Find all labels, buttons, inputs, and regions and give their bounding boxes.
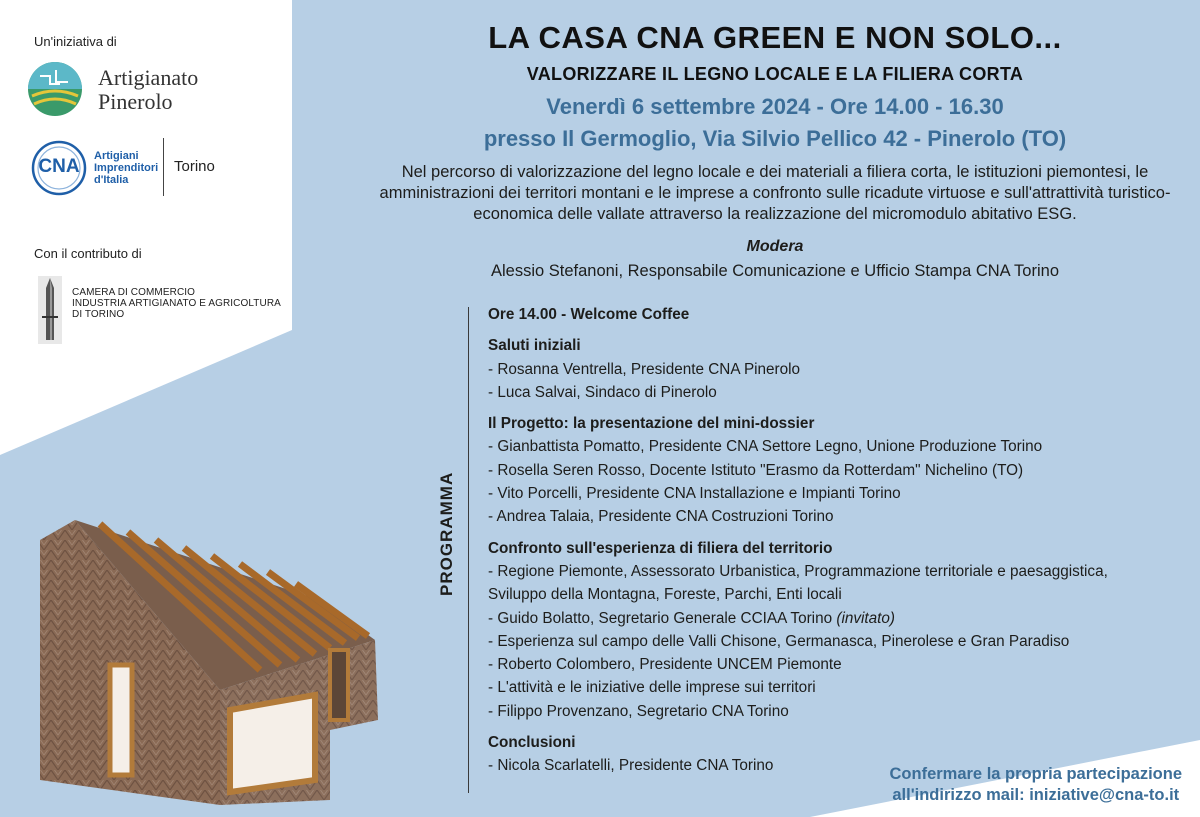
agenda-item: - Esperienza sul campo delle Valli Chisone, Germanasca, Pinerolese e Gran Paradiso (488, 632, 1070, 650)
agenda-item (488, 607, 1188, 630)
page-subtitle: VALORIZZARE IL LEGNO LOCALE E LA FILIERA CORTA (526, 64, 1024, 84)
agenda-item: - L'attività e le iniziative delle imprese sui territori (488, 679, 816, 697)
agenda-item: - Roberto Colombero, Presidente UNCEM Piemonte (488, 656, 842, 674)
agenda-section-title: Il Progetto: la presentazione del mini-dossier (488, 415, 815, 433)
moderator-label: Modera (746, 238, 804, 255)
agenda (488, 303, 1188, 778)
intro-paragraph: Nel percorso di valorizzazione del legno locale e dei materiali a filiera corta, le istituzioni piemontesi, le amministrazioni dei territori montani e le imprese a confronto sulle ricadute virtuose e sull'attrattività turistico-economica delle vallate attraverso la realizzazione del micromodulo abitativo ESG. (379, 163, 1171, 223)
contribution-label: Con il contributo di (34, 246, 142, 261)
agenda-item: Sviluppo della Montagna, Foreste, Parchi, Enti locali (488, 586, 842, 604)
rsvp-text (890, 764, 1183, 806)
rsvp-line1: Confermare la propria partecipazione (889, 765, 1182, 783)
agenda-item: - Rosanna Ventrella, Presidente CNA Pinerolo (488, 360, 801, 378)
camera-line3: DI TORINO (72, 309, 125, 320)
ap-line2: Pinerolo (98, 89, 173, 114)
agenda-item: - Filippo Provenzano, Segretario CNA Torino (488, 702, 789, 720)
rsvp-line2[interactable]: all'indirizzo mail: iniziative@cna-to.it (892, 786, 1180, 804)
agenda-section-title: Confronto sull'esperienza di filiera del territorio (488, 539, 833, 557)
camera-line2: INDUSTRIA ARTIGIANATO E AGRICOLTURA (72, 298, 281, 309)
agenda-item: - Luca Salvai, Sindaco di Pinerolo (488, 383, 717, 401)
agenda-item-note: (invitato) (836, 609, 895, 627)
event-date: Venerdì 6 settembre 2024 - Ore 14.00 - 16.30 (546, 94, 1004, 119)
initiative-label: Un'iniziativa di (34, 34, 117, 49)
camera-line1: CAMERA DI COMMERCIO (72, 287, 196, 298)
page-title: LA CASA CNA GREEN E NON SOLO... (488, 20, 1062, 55)
cna-sub2: Imprenditori (94, 162, 159, 174)
cna-sub1: Artigiani (94, 150, 139, 162)
agenda-item: - Andrea Talaia, Presidente CNA Costruzioni Torino (488, 508, 834, 526)
agenda-item: - Rosella Seren Rosso, Docente Istituto "Erasmo da Rotterdam" Nichelino (TO) (488, 461, 1024, 479)
camera-commercio-text (72, 287, 281, 320)
event-venue: presso Il Germoglio, Via Silvio Pellico 42 - Pinerolo (TO) (483, 126, 1067, 151)
agenda-section-title: Saluti iniziali (488, 337, 581, 355)
agenda-welcome: Ore 14.00 - Welcome Coffee (488, 306, 690, 323)
agenda-section-title: Conclusioni (488, 734, 576, 752)
agenda-item: - Nicola Scarlatelli, Presidente CNA Torino (488, 757, 774, 775)
agenda-item: - Vito Porcelli, Presidente CNA Installazione e Impianti Torino (488, 485, 901, 503)
moderator-name: Alessio Stefanoni, Responsabile Comunicazione e Ufficio Stampa CNA Torino (490, 262, 1060, 280)
ap-line1: Artigianato (98, 65, 199, 90)
agenda-item: - Regione Piemonte, Assessorato Urbanistica, Programmazione territoriale e paesaggistica, (488, 562, 1108, 580)
agenda-item-text: - Guido Bolatto, Segretario Generale CCIAA Torino (488, 609, 837, 627)
cna-subtitle (94, 150, 158, 186)
camera-commercio-logo-icon (36, 276, 64, 344)
cna-mark: CNA (38, 156, 80, 177)
artigianato-pinerolo-logo-icon (26, 60, 84, 118)
cna-sub3: d'Italia (94, 174, 129, 186)
wooden-house-illustration (30, 480, 390, 810)
artigianato-pinerolo-wordmark (98, 66, 198, 114)
agenda-item: - Gianbattista Pomatto, Presidente CNA Settore Legno, Unione Produzione Torino (488, 438, 1043, 456)
program-divider (468, 307, 469, 793)
cna-city: Torino (174, 158, 215, 175)
cna-divider (163, 138, 164, 196)
program-label: PROGRAMMA (437, 471, 456, 596)
